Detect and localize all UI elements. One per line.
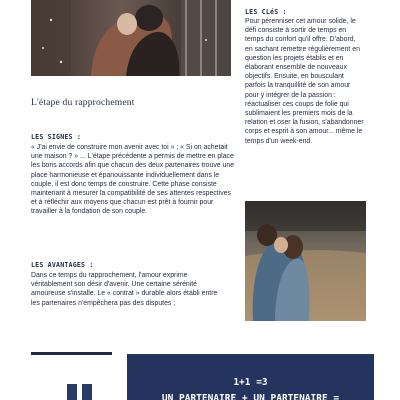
signes-paragraph: « J'ai envie de construire mon avenir avec toi » ; « Si on achetait une maison ? » ... L'étape précédente a permis de mettre en place les bons accords afin que chacun des deux partenaires trouve une place harmonieuse et épanouissante individuellement dans le couple, il est donc temps de construire. Cette phase consiste maintenant à mesurer la compatibilité de ses attentes respectives et à réfléchir aux moyens que chacun est prêt à fournir pour travailler à la fondation de son couple. [31,144,235,216]
section-title: L'étape du rapprochement [31,98,135,108]
banner-line-2: UN PARTENAIRE + UN PARTENAIRE = [161,393,340,400]
avantages-label: LES AVANTAGES : [31,261,94,269]
formula-banner [127,354,374,400]
couple-photo-field [245,201,366,321]
cles-paragraph: Pour pérenniser cet amour solide, le défi consiste à sortir de temps en temps du confort qu'il offre. D'abord, en sachant remettre régulièrement en question les projets établis et en élaborant ensemble de nouveaux objectifs. Ensuite, en bousculant parfois la tranquillité de son amour pour y intégrer de la passion : réactualiser ces coups de folie qui sublimaient les premiers mois de la relation et oser la fusion, s'abandonner corps et esprit à son amour... même le temps d'un week-end. [245,18,364,145]
decorative-bar-right [82,384,92,400]
couple-photo-top [31,0,231,76]
cles-label: LES CLéS : [245,8,287,16]
signes-label: LES SIGNES : [31,133,82,141]
avantages-paragraph: Dans ce temps du rapprochement, l'amour exprime véritablement son désir d'avenir. Une certaine sérénité amoureuse s'installe. Le « contrat » durable alors établi entre les partenaires n'empêchera pas des disputes ; [31,272,218,307]
divider-rule [31,352,112,355]
decorative-bar-left [67,384,77,400]
banner-line-1: 1+1 =3 [233,377,268,388]
